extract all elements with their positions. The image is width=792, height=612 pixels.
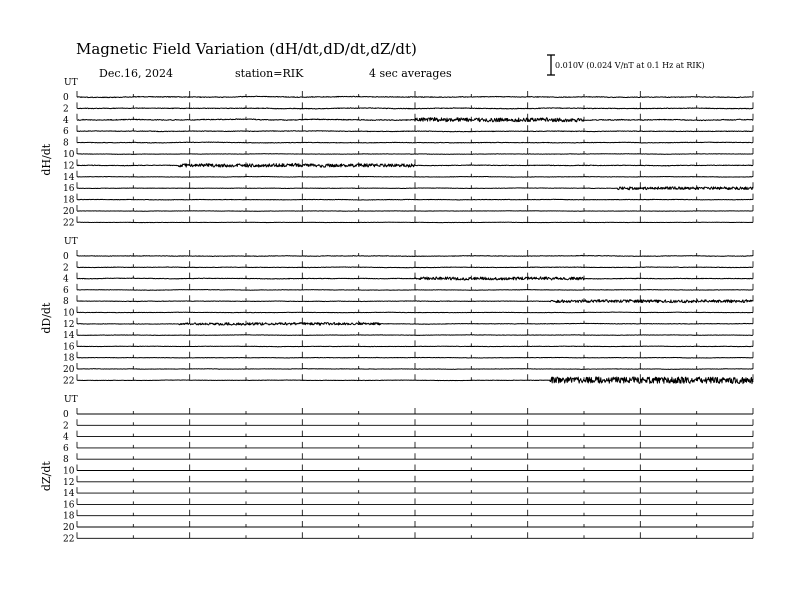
row-label: 12 (63, 319, 75, 330)
trace-row (63, 510, 753, 522)
trace-line (77, 277, 753, 280)
row-label: 4 (63, 115, 69, 126)
row-ticks (77, 125, 753, 131)
row-ticks (77, 431, 753, 437)
row-ticks (77, 453, 753, 459)
trace-row (63, 137, 753, 149)
row-label: 8 (63, 297, 69, 308)
panel-ylabel: dD/dt (40, 302, 53, 334)
row-label: 4 (63, 432, 69, 443)
row-ticks (77, 329, 753, 335)
row-label: 12 (63, 161, 75, 172)
row-label: 10 (63, 308, 75, 319)
date-label: Dec.16, 2024 (99, 67, 173, 80)
row-ticks (77, 408, 753, 414)
row-ticks (77, 307, 753, 313)
averaging-label: 4 sec averages (369, 67, 452, 80)
row-label: 10 (63, 150, 75, 160)
row-ticks (77, 340, 753, 346)
row-label: 22 (63, 218, 75, 229)
row-ticks (77, 194, 753, 200)
scale-bar (547, 55, 555, 75)
row-label: 2 (63, 263, 69, 274)
row-label: 6 (63, 443, 69, 454)
trace-row (63, 194, 753, 206)
row-ticks (77, 261, 753, 267)
ut-axis-label: UT (64, 237, 78, 247)
row-ticks (77, 102, 753, 108)
row-ticks (77, 216, 753, 222)
trace-row (63, 442, 753, 454)
trace-row (63, 171, 753, 183)
row-label: 0 (63, 252, 69, 262)
row-label: 0 (63, 93, 69, 103)
row-label: 18 (63, 353, 75, 364)
row-ticks (77, 250, 753, 256)
trace-row (63, 91, 753, 103)
trace-line (77, 289, 753, 290)
trace-row (63, 408, 753, 420)
trace-line (77, 335, 753, 336)
trace-row (63, 182, 753, 194)
trace-line (77, 154, 753, 155)
trace-row (63, 284, 753, 296)
trace-line (77, 176, 753, 177)
trace-row (63, 487, 753, 499)
row-ticks (77, 465, 753, 471)
panel-dzdt (40, 395, 753, 544)
panels (40, 78, 753, 544)
trace-line (77, 142, 753, 143)
trace-row (63, 453, 753, 465)
row-label: 18 (63, 195, 75, 206)
trace-row (63, 318, 753, 330)
row-label: 20 (63, 207, 75, 217)
trace-row (63, 273, 753, 285)
row-label: 2 (63, 104, 69, 115)
row-ticks (77, 419, 753, 425)
trace-row (63, 532, 753, 544)
row-label: 6 (63, 285, 69, 296)
trace-row (63, 340, 753, 352)
row-ticks (77, 318, 753, 324)
row-label: 8 (63, 455, 69, 466)
ut-axis-label: UT (64, 395, 78, 405)
chart-title: Magnetic Field Variation (dH/dt,dD/dt,dZ/dt) (76, 40, 417, 58)
row-ticks (77, 510, 753, 516)
trace-row (63, 374, 753, 386)
trace-row (63, 125, 753, 137)
trace-row (63, 431, 753, 443)
trace-row (63, 295, 753, 307)
row-label: 14 (63, 331, 75, 342)
row-label: 4 (63, 274, 69, 285)
row-label: 16 (63, 184, 75, 195)
panel-dddt (40, 237, 753, 386)
row-label: 10 (63, 466, 75, 477)
trace-row (63, 148, 753, 160)
trace-line (77, 357, 753, 358)
trace-row (63, 159, 753, 171)
trace-row (63, 476, 753, 488)
trace-line (77, 222, 753, 223)
trace-line (77, 369, 753, 370)
row-ticks (77, 137, 753, 143)
trace-row (63, 329, 753, 341)
trace-row (63, 205, 753, 217)
row-ticks (77, 363, 753, 369)
row-label: 0 (63, 410, 69, 420)
row-ticks (77, 182, 753, 188)
row-label: 14 (63, 489, 75, 500)
row-ticks (77, 476, 753, 482)
row-label: 18 (63, 511, 75, 522)
trace-row (63, 521, 753, 533)
row-ticks (77, 205, 753, 211)
panel-ylabel: dZ/dt (40, 461, 53, 492)
row-label: 8 (63, 138, 69, 149)
trace-row (63, 498, 753, 510)
trace-row (63, 465, 753, 477)
trace-line (77, 267, 753, 268)
row-ticks (77, 171, 753, 177)
trace-line (77, 131, 753, 132)
trace-line (77, 211, 753, 212)
ut-axis-label: UT (64, 78, 78, 88)
row-label: 22 (63, 534, 75, 545)
row-label: 22 (63, 376, 75, 387)
trace-row (63, 114, 753, 126)
trace-row (63, 419, 753, 431)
panel-dhdt (40, 78, 753, 228)
row-label: 16 (63, 342, 75, 353)
trace-row (63, 216, 753, 228)
row-ticks (77, 148, 753, 154)
row-label: 16 (63, 500, 75, 511)
trace-row (63, 307, 753, 319)
row-ticks (77, 532, 753, 538)
row-ticks (77, 498, 753, 504)
row-ticks (77, 374, 753, 380)
row-label: 6 (63, 127, 69, 138)
panel-ylabel: dH/dt (40, 143, 53, 176)
row-label: 2 (63, 421, 69, 432)
row-ticks (77, 352, 753, 358)
trace-row (63, 352, 753, 364)
row-ticks (77, 284, 753, 290)
row-ticks (77, 521, 753, 527)
trace-line (77, 199, 753, 200)
station-label: station=RIK (235, 67, 304, 80)
trace-row (63, 363, 753, 375)
row-ticks (77, 487, 753, 493)
trace-row (63, 250, 753, 262)
trace-line (77, 346, 753, 347)
row-label: 20 (63, 523, 75, 533)
row-label: 14 (63, 172, 75, 183)
row-label: 20 (63, 365, 75, 375)
trace-row (63, 102, 753, 114)
row-ticks (77, 442, 753, 448)
trace-row (63, 261, 753, 273)
row-label: 12 (63, 477, 75, 488)
scale-label: 0.010V (0.024 V/nT at 0.1 Hz at RIK) (555, 61, 705, 70)
